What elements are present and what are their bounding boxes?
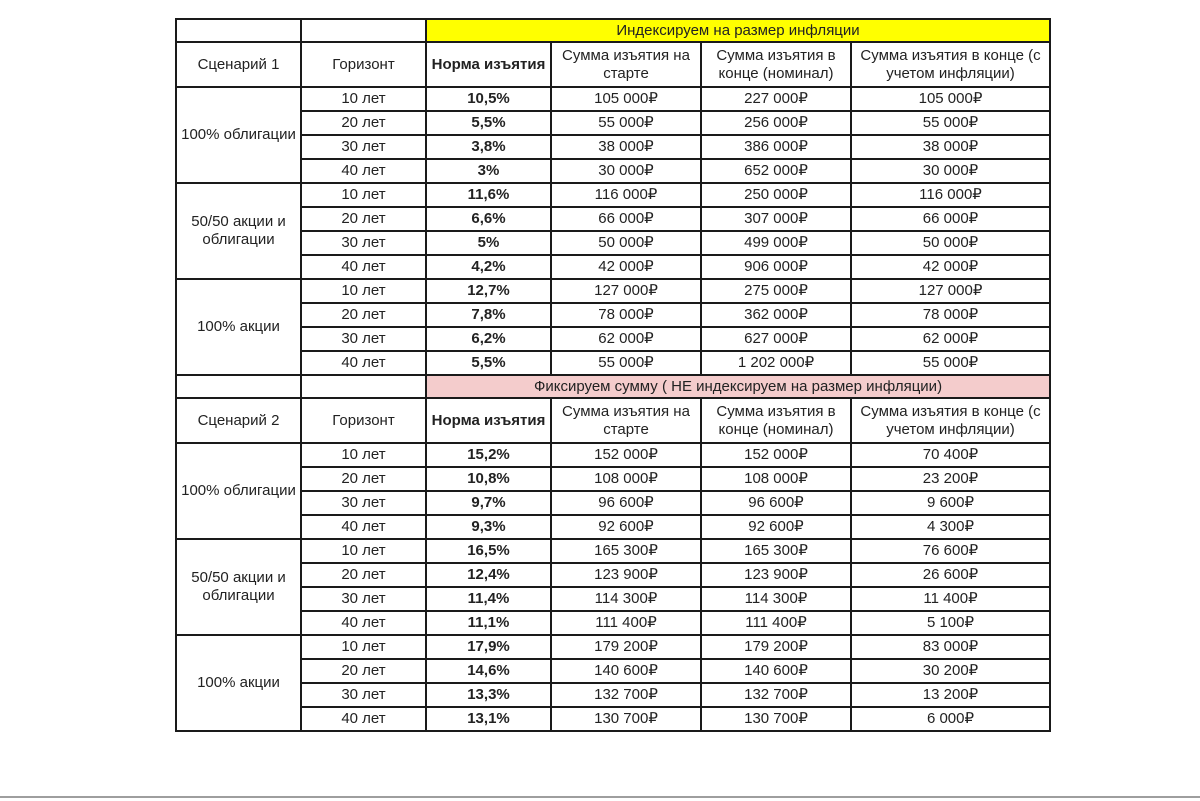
rate-cell: 11,4% — [426, 587, 551, 611]
horizon-cell: 20 лет — [301, 659, 426, 683]
horizon-cell: 20 лет — [301, 303, 426, 327]
rate-cell: 5% — [426, 231, 551, 255]
end-nominal-cell: 256 000₽ — [701, 111, 851, 135]
start-sum-cell: 55 000₽ — [551, 351, 701, 375]
end-nominal-cell: 165 300₽ — [701, 539, 851, 563]
horizon-cell: 30 лет — [301, 491, 426, 515]
horizon-cell: 30 лет — [301, 327, 426, 351]
column-header-row — [176, 42, 1050, 87]
start-sum-cell: 127 000₽ — [551, 279, 701, 303]
end-nominal-cell: 96 600₽ — [701, 491, 851, 515]
end-real-cell: 30 000₽ — [851, 159, 1050, 183]
rate-cell: 17,9% — [426, 635, 551, 659]
header-rate: Норма изъятия — [426, 42, 551, 87]
horizon-cell: 20 лет — [301, 467, 426, 491]
end-real-cell: 11 400₽ — [851, 587, 1050, 611]
rate-cell: 11,6% — [426, 183, 551, 207]
table-row — [176, 659, 1050, 683]
end-real-cell: 78 000₽ — [851, 303, 1050, 327]
start-sum-cell: 152 000₽ — [551, 443, 701, 467]
start-sum-cell: 116 000₽ — [551, 183, 701, 207]
rate-cell: 13,1% — [426, 707, 551, 731]
end-real-cell: 116 000₽ — [851, 183, 1050, 207]
end-nominal-cell: 499 000₽ — [701, 231, 851, 255]
end-nominal-cell: 307 000₽ — [701, 207, 851, 231]
header-end-real: Сумма изъятия в конце (с учетом инфляции) — [851, 398, 1050, 443]
withdrawal-table — [175, 18, 1051, 732]
empty-cell — [176, 375, 301, 398]
rate-cell: 11,1% — [426, 611, 551, 635]
rate-cell: 12,4% — [426, 563, 551, 587]
rate-cell: 3% — [426, 159, 551, 183]
rate-cell: 10,5% — [426, 87, 551, 111]
horizon-cell: 30 лет — [301, 231, 426, 255]
scenario-label: Сценарий 2 — [176, 398, 301, 443]
portfolio-group-label: 50/50 акции и облигации — [176, 183, 301, 279]
end-real-cell: 6 000₽ — [851, 707, 1050, 731]
table-row — [176, 231, 1050, 255]
divider-line — [0, 796, 1200, 798]
end-nominal-cell: 179 200₽ — [701, 635, 851, 659]
end-real-cell: 13 200₽ — [851, 683, 1050, 707]
start-sum-cell: 50 000₽ — [551, 231, 701, 255]
end-nominal-cell: 152 000₽ — [701, 443, 851, 467]
column-header-row — [176, 398, 1050, 443]
start-sum-cell: 111 400₽ — [551, 611, 701, 635]
empty-cell — [301, 375, 426, 398]
horizon-cell: 20 лет — [301, 207, 426, 231]
horizon-cell: 40 лет — [301, 159, 426, 183]
end-nominal-cell: 123 900₽ — [701, 563, 851, 587]
horizon-cell: 40 лет — [301, 611, 426, 635]
table-row — [176, 255, 1050, 279]
rate-cell: 9,7% — [426, 491, 551, 515]
end-real-cell: 23 200₽ — [851, 467, 1050, 491]
header-start-sum: Сумма изъятия на старте — [551, 398, 701, 443]
end-real-cell: 76 600₽ — [851, 539, 1050, 563]
end-nominal-cell: 275 000₽ — [701, 279, 851, 303]
header-horizon: Горизонт — [301, 42, 426, 87]
start-sum-cell: 62 000₽ — [551, 327, 701, 351]
rate-cell: 7,8% — [426, 303, 551, 327]
portfolio-group-label: 100% акции — [176, 635, 301, 731]
start-sum-cell: 114 300₽ — [551, 587, 701, 611]
header-end-nominal: Сумма изъятия в конце (номинал) — [701, 42, 851, 87]
horizon-cell: 10 лет — [301, 183, 426, 207]
table-row — [176, 279, 1050, 303]
end-nominal-cell: 114 300₽ — [701, 587, 851, 611]
start-sum-cell: 66 000₽ — [551, 207, 701, 231]
end-real-cell: 62 000₽ — [851, 327, 1050, 351]
rate-cell: 13,3% — [426, 683, 551, 707]
header-rate: Норма изъятия — [426, 398, 551, 443]
end-nominal-cell: 627 000₽ — [701, 327, 851, 351]
horizon-cell: 30 лет — [301, 683, 426, 707]
end-nominal-cell: 250 000₽ — [701, 183, 851, 207]
end-nominal-cell: 906 000₽ — [701, 255, 851, 279]
horizon-cell: 40 лет — [301, 515, 426, 539]
end-real-cell: 9 600₽ — [851, 491, 1050, 515]
header-start-sum: Сумма изъятия на старте — [551, 42, 701, 87]
start-sum-cell: 108 000₽ — [551, 467, 701, 491]
start-sum-cell: 123 900₽ — [551, 563, 701, 587]
start-sum-cell: 165 300₽ — [551, 539, 701, 563]
end-real-cell: 70 400₽ — [851, 443, 1050, 467]
table-row — [176, 539, 1050, 563]
header-end-nominal: Сумма изъятия в конце (номинал) — [701, 398, 851, 443]
end-real-cell: 105 000₽ — [851, 87, 1050, 111]
table-row — [176, 707, 1050, 731]
portfolio-group-label: 50/50 акции и облигации — [176, 539, 301, 635]
portfolio-group-label: 100% акции — [176, 279, 301, 375]
start-sum-cell: 105 000₽ — [551, 87, 701, 111]
start-sum-cell: 42 000₽ — [551, 255, 701, 279]
end-real-cell: 42 000₽ — [851, 255, 1050, 279]
scenario-band-row — [176, 375, 1050, 398]
horizon-cell: 30 лет — [301, 135, 426, 159]
horizon-cell: 40 лет — [301, 255, 426, 279]
start-sum-cell: 92 600₽ — [551, 515, 701, 539]
table-row — [176, 351, 1050, 375]
start-sum-cell: 179 200₽ — [551, 635, 701, 659]
header-horizon: Горизонт — [301, 398, 426, 443]
rate-cell: 6,2% — [426, 327, 551, 351]
end-nominal-cell: 132 700₽ — [701, 683, 851, 707]
table-row — [176, 515, 1050, 539]
horizon-cell: 30 лет — [301, 587, 426, 611]
horizon-cell: 10 лет — [301, 635, 426, 659]
table-row — [176, 467, 1050, 491]
table-row — [176, 303, 1050, 327]
end-nominal-cell: 1 202 000₽ — [701, 351, 851, 375]
start-sum-cell: 38 000₽ — [551, 135, 701, 159]
horizon-cell: 20 лет — [301, 111, 426, 135]
table-row — [176, 135, 1050, 159]
rate-cell: 5,5% — [426, 111, 551, 135]
scenario-band-row — [176, 19, 1050, 42]
portfolio-group-label: 100% облигации — [176, 443, 301, 539]
table-row — [176, 87, 1050, 111]
start-sum-cell: 78 000₽ — [551, 303, 701, 327]
start-sum-cell: 132 700₽ — [551, 683, 701, 707]
end-real-cell: 4 300₽ — [851, 515, 1050, 539]
horizon-cell: 10 лет — [301, 539, 426, 563]
end-nominal-cell: 652 000₽ — [701, 159, 851, 183]
end-real-cell: 26 600₽ — [851, 563, 1050, 587]
table-row — [176, 159, 1050, 183]
end-real-cell: 50 000₽ — [851, 231, 1050, 255]
rate-cell: 15,2% — [426, 443, 551, 467]
table-row — [176, 327, 1050, 351]
rate-cell: 5,5% — [426, 351, 551, 375]
portfolio-group-label: 100% облигации — [176, 87, 301, 183]
start-sum-cell: 30 000₽ — [551, 159, 701, 183]
end-nominal-cell: 92 600₽ — [701, 515, 851, 539]
table-row — [176, 491, 1050, 515]
end-nominal-cell: 227 000₽ — [701, 87, 851, 111]
end-real-cell: 127 000₽ — [851, 279, 1050, 303]
rate-cell: 14,6% — [426, 659, 551, 683]
rate-cell: 10,8% — [426, 467, 551, 491]
horizon-cell: 40 лет — [301, 351, 426, 375]
table-row — [176, 611, 1050, 635]
table-row — [176, 443, 1050, 467]
start-sum-cell: 55 000₽ — [551, 111, 701, 135]
scenario-band-title: Индексируем на размер инфляции — [426, 19, 1050, 42]
rate-cell: 6,6% — [426, 207, 551, 231]
end-nominal-cell: 108 000₽ — [701, 467, 851, 491]
end-real-cell: 55 000₽ — [851, 111, 1050, 135]
end-nominal-cell: 130 700₽ — [701, 707, 851, 731]
horizon-cell: 10 лет — [301, 87, 426, 111]
empty-cell — [176, 19, 301, 42]
table-row — [176, 587, 1050, 611]
end-nominal-cell: 386 000₽ — [701, 135, 851, 159]
end-real-cell: 83 000₽ — [851, 635, 1050, 659]
end-nominal-cell: 140 600₽ — [701, 659, 851, 683]
end-real-cell: 66 000₽ — [851, 207, 1050, 231]
scenario-band-title: Фиксируем сумму ( НЕ индексируем на размер инфляции) — [426, 375, 1050, 398]
end-real-cell: 30 200₽ — [851, 659, 1050, 683]
table-row — [176, 111, 1050, 135]
end-real-cell: 5 100₽ — [851, 611, 1050, 635]
table-row — [176, 183, 1050, 207]
empty-cell — [301, 19, 426, 42]
horizon-cell: 10 лет — [301, 279, 426, 303]
table-row — [176, 635, 1050, 659]
rate-cell: 16,5% — [426, 539, 551, 563]
rate-cell: 12,7% — [426, 279, 551, 303]
scenario-label: Сценарий 1 — [176, 42, 301, 87]
table-row — [176, 683, 1050, 707]
rate-cell: 9,3% — [426, 515, 551, 539]
start-sum-cell: 96 600₽ — [551, 491, 701, 515]
end-real-cell: 38 000₽ — [851, 135, 1050, 159]
horizon-cell: 40 лет — [301, 707, 426, 731]
rate-cell: 4,2% — [426, 255, 551, 279]
table-body — [176, 19, 1050, 731]
rate-cell: 3,8% — [426, 135, 551, 159]
table-row — [176, 207, 1050, 231]
horizon-cell: 10 лет — [301, 443, 426, 467]
end-nominal-cell: 111 400₽ — [701, 611, 851, 635]
start-sum-cell: 140 600₽ — [551, 659, 701, 683]
end-nominal-cell: 362 000₽ — [701, 303, 851, 327]
table-row — [176, 563, 1050, 587]
header-end-real: Сумма изъятия в конце (с учетом инфляции) — [851, 42, 1050, 87]
start-sum-cell: 130 700₽ — [551, 707, 701, 731]
horizon-cell: 20 лет — [301, 563, 426, 587]
end-real-cell: 55 000₽ — [851, 351, 1050, 375]
